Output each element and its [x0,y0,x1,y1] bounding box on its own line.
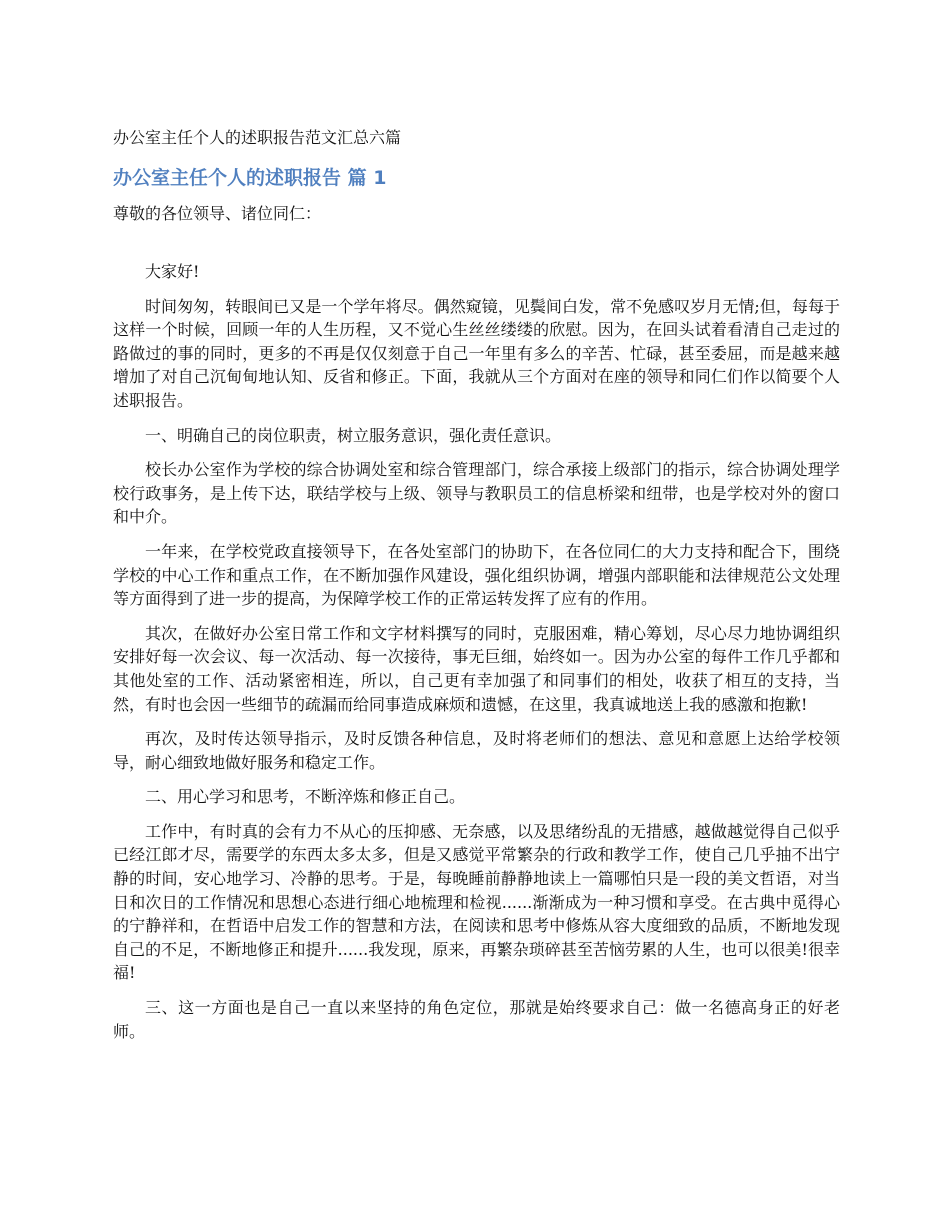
section-heading: 办公室主任个人的述职报告 篇 1 [113,167,387,189]
paragraph-intro: 时间匆匆，转眼间已又是一个学年将尽。偶然窥镜，见鬓间白发，常不免感叹岁月无情;但，每每于这样一个时候，回顾一年的人生历程，又不觉心生丝丝缕缕的欣慰。因为，在回头试着看清自己走过的路做过的事的同时，更多的不再是仅仅刻意于自己一年里有多么的辛苦、忙碌，甚至委屈，而是越来越增加了对自己沉甸甸地认知、反省和修正。下面，我就从三个方面对在座的领导和同仁们作以简要个人述职报告。 [113,296,840,410]
paragraph-year-review: 一年来，在学校党政直接领导下，在各处室部门的协助下，在各位同仁的大力支持和配合下，围绕学校的中心工作和重点工作，在不断加强作风建设，强化组织协调，增强内部职能和法律规范公文处理等方面得到了进一步的提高，为保障学校工作的正常运转发挥了应有的作用。 [113,541,840,609]
paragraph-reflection: 工作中，有时真的会有力不从心的压抑感、无奈感，以及思绪纷乱的无措感，越做越觉得自己似乎已经江郎才尽，需要学的东西太多太多，但是又感觉平常繁杂的行政和教学工作，使自己几乎抽不出宁静的时间，安心地学习、冷静的思考。于是，每晚睡前静静地读上一篇哪怕只是一段的美文哲语，对当日和次日的工作情况和思想心态进行细心地梳理和检视......渐渐成为一种习惯和享受。在古典中觅得心的宁静祥和，在哲语中启发工作的智慧和方法，在阅读和思考中修炼从容大度细致的品质，不断地发现自己的不足，不断地修正和提升......我发现，原来，再繁杂琐碎甚至苦恼劳累的人生，也可以很美!很幸福! [113,821,840,983]
paragraph-heading-one: 一、明确自己的岗位职责，树立服务意识，强化责任意识。 [145,425,562,445]
paragraph-greeting: 大家好! [145,262,200,281]
salutation: 尊敬的各位领导、诸位同仁： [113,204,322,223]
paragraph-heading-three: 三、这一方面也是自己一直以来坚持的角色定位，那就是始终要求自己：做一名德高身正的好老师。 [113,998,840,1041]
document-page [113,126,840,1054]
paragraph-heading-two: 二、用心学习和思考，不断淬炼和修正自己。 [145,787,466,807]
paragraph-second: 其次，在做好办公室日常工作和文字材料撰写的同时，克服困难，精心筹划，尽心尽力地协调组织安排好每一次会议、每一次活动、每一次接待，事无巨细，始终如一。因为办公室的每件工作几乎都和其他处室的工作、活动紧密相连，所以，自己更有幸加强了和同事们的相处，收获了相互的支持，当然，有时也会因一些细节的疏漏而给同事造成麻烦和遗憾，在这里，我真诚地送上我的感激和抱歉! [113,623,840,714]
paragraph-third: 再次，及时传达领导指示，及时反馈各种信息，及时将老师们的想法、意见和意愿上达给学校领导，耐心细致地做好服务和稳定工作。 [113,729,840,772]
paragraph-office-role: 校长办公室作为学校的综合协调处室和综合管理部门，综合承接上级部门的指示，综合协调处理学校行政事务，是上传下达，联结学校与上级、领导与教职员工的信息桥梁和纽带，也是学校对外的窗口和中介。 [113,460,840,527]
document-title: 办公室主任个人的述职报告范文汇总六篇 [113,128,402,147]
